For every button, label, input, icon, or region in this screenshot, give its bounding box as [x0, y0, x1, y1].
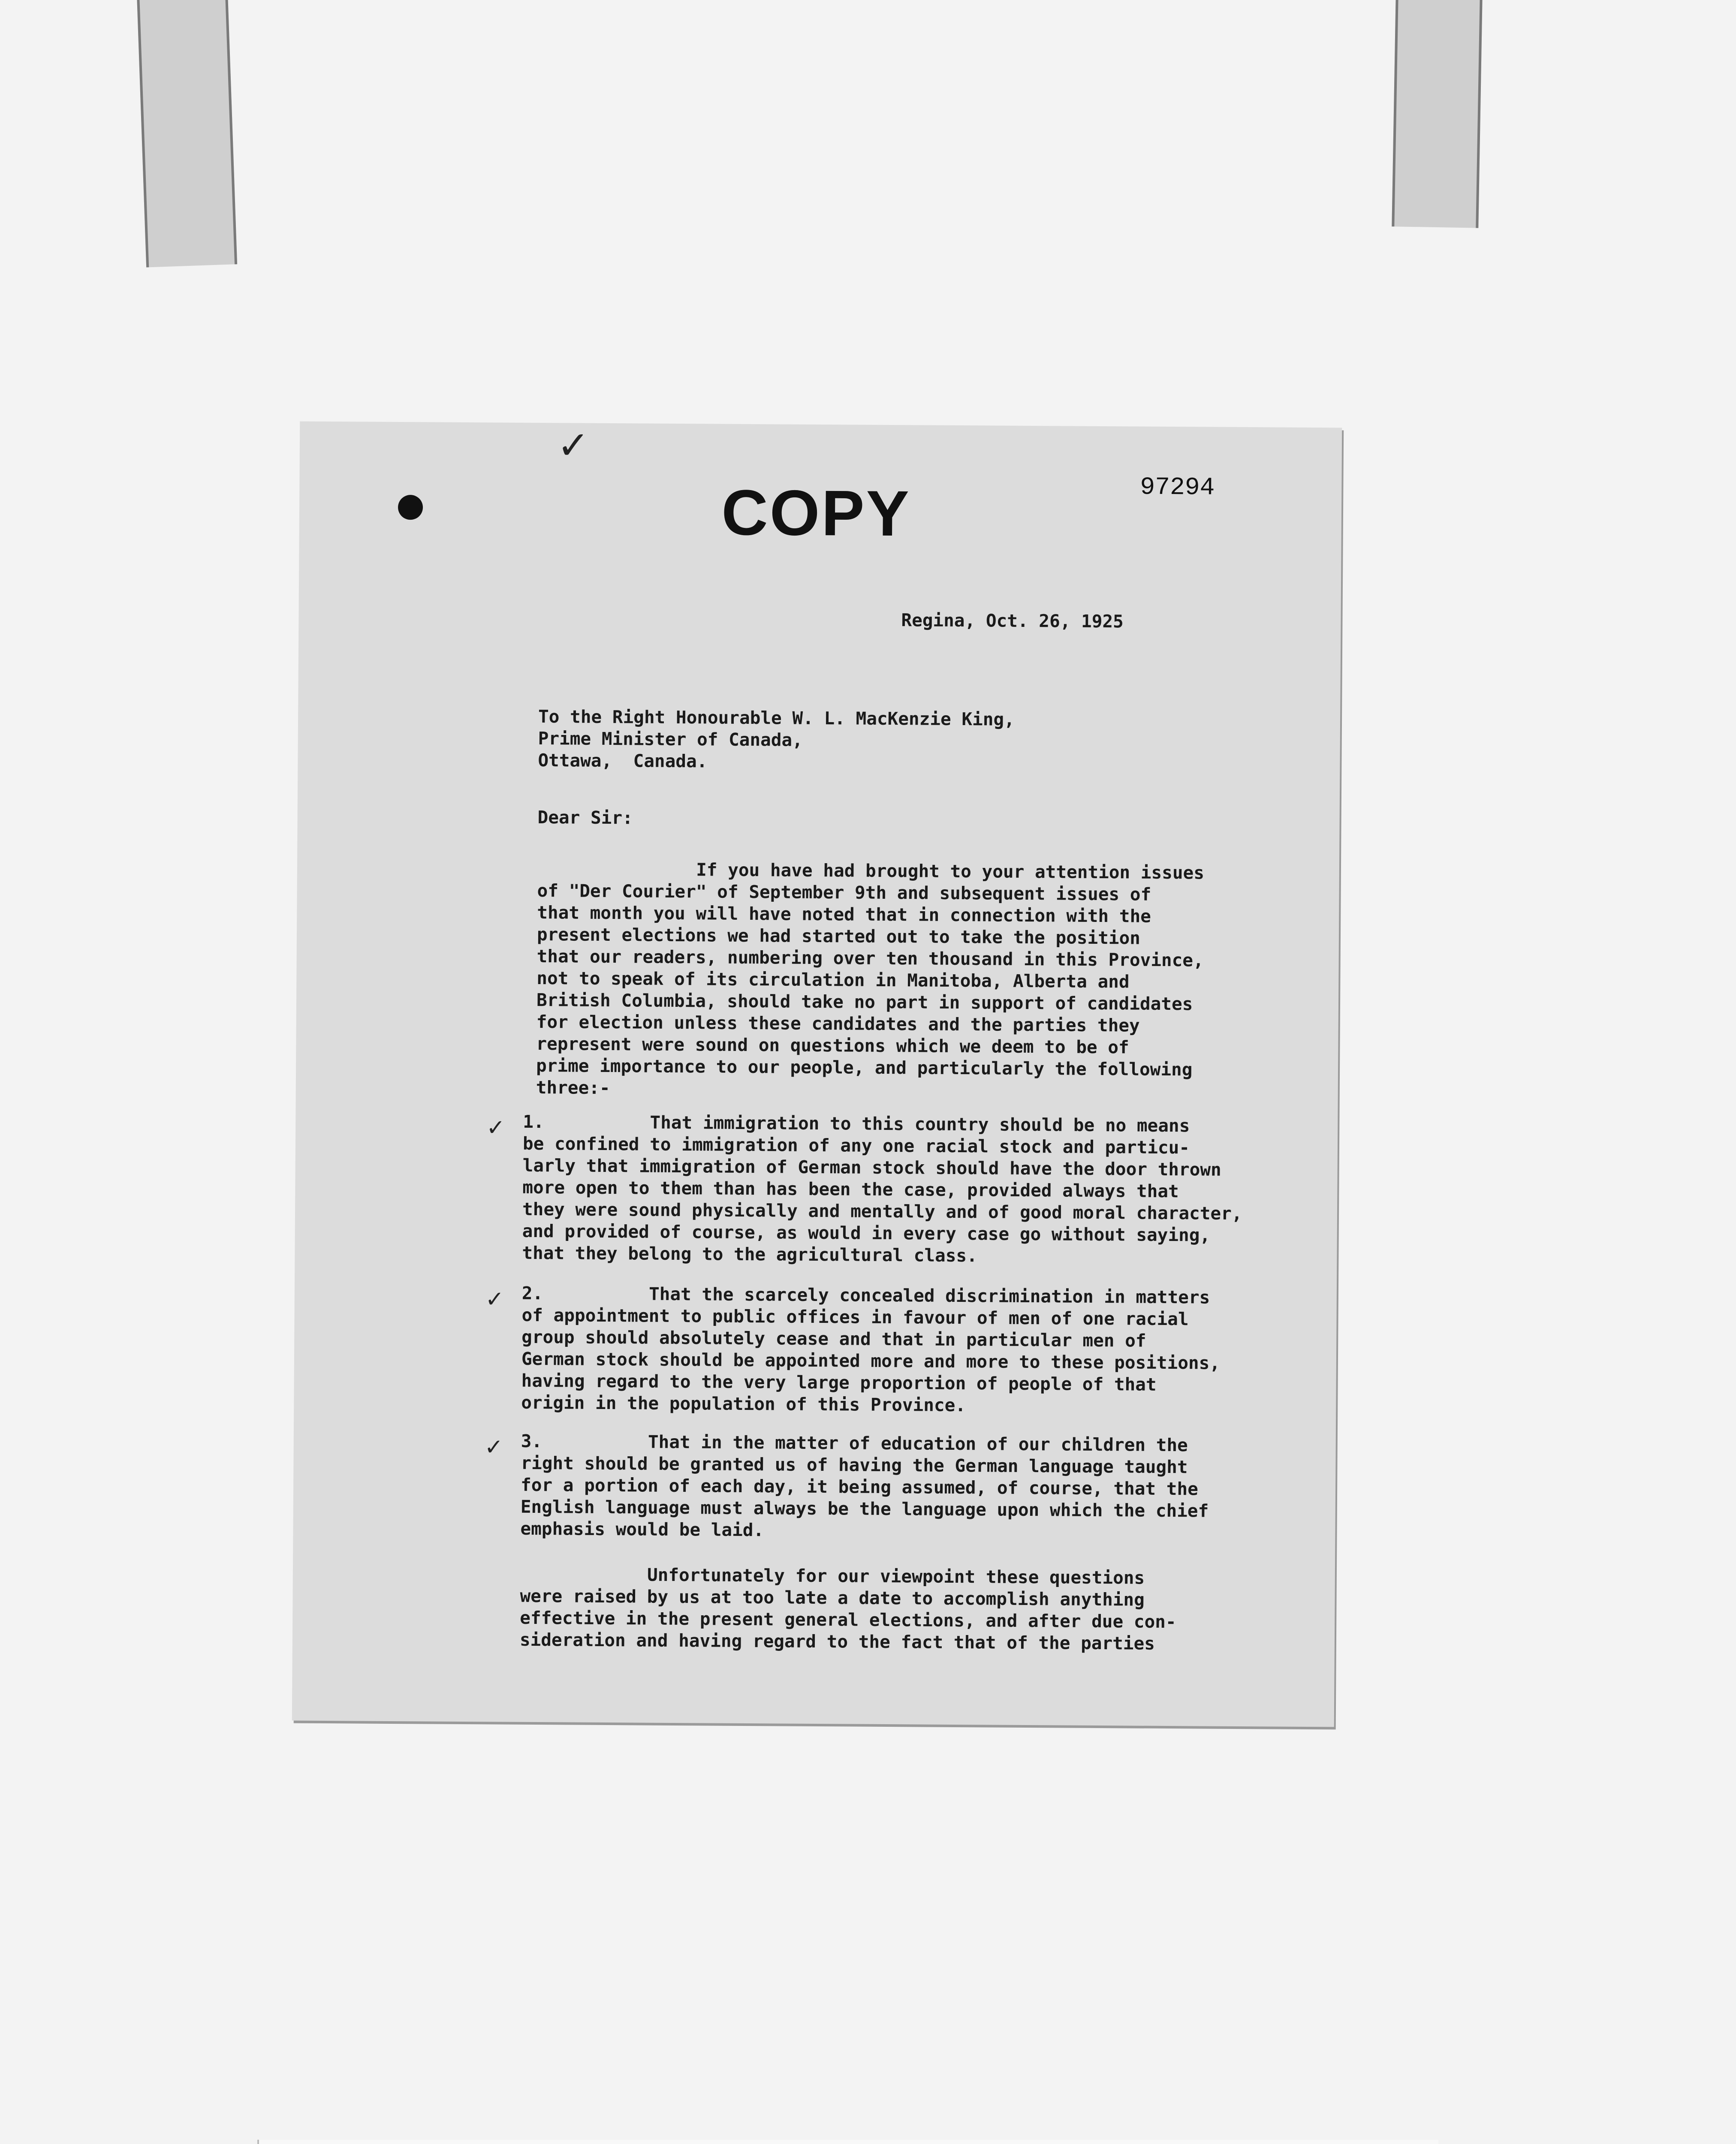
margin-check-mark: ✓	[485, 1286, 504, 1313]
margin-check-mark: ✓	[486, 1115, 505, 1141]
list-item: 2. That the scarcely concealed discrimination in matters of appointment to public offices in favour of men of one racial group should absolutely cease and that in particular men of German stock should be appointed more and more to these positions, having regard to the very large proportion of people of that origin in the population of this Province.	[521, 1283, 1221, 1416]
copy-stamp-title: COPY	[721, 476, 911, 550]
intro-paragraph: If you have had brought to your attention issues of "Der Courier" of September 9th and subsequent issues of that month you will have noted that in connection with the present elections we had started out to take the position that our readers, numbering over ten thousand in this Province, not to speak of its circulation in Manitoba, Alberta and British Columbia, should take no part in support of candidates for election unless these candidates and the parties they represent were sound on questions which we deem to be of prime importance to our people, and particularly the following three:-	[536, 858, 1205, 1099]
document-number: 97294	[1140, 473, 1215, 502]
mounting-tape-top-right	[1392, 0, 1482, 228]
date-line: Regina, Oct. 26, 1925	[901, 610, 1124, 632]
letter-page	[292, 422, 1342, 1727]
archive-label-card	[257, 2140, 1438, 2144]
list-item: 3. That in the matter of education of our children the right should be granted us of having the German language taught for a portion of each day, it being assumed, of course, that the English language must always be the language upon which the chief emphasis would be laid.	[520, 1430, 1209, 1541]
top-check-mark: ✓	[557, 423, 590, 468]
salutation: Dear Sir:	[537, 807, 633, 828]
list-item: 1. That immigration to this country should be no means be confined to immigration of any one racial stock and particu- larly that immigration of German stock should have the door thrown more open to them than has been the case, provided always that they were sound physically and mentally and of good moral character, and provided of course, as would in every case go without saying, that they belong to the agricultural class.	[522, 1111, 1242, 1266]
mounting-tape-top-left	[137, 0, 237, 268]
margin-check-mark: ✓	[484, 1434, 503, 1460]
recipient-address: To the Right Honourable W. L. MacKenzie King, Prime Minister of Canada, Ottawa, Canada.	[538, 706, 1015, 772]
closing-paragraph: Unfortunately for our viewpoint these questions were raised by us at too late a date to accomplish anything effective in the present general elections, and after due con- sideration and having regard to the fact that of the parties	[519, 1563, 1176, 1654]
